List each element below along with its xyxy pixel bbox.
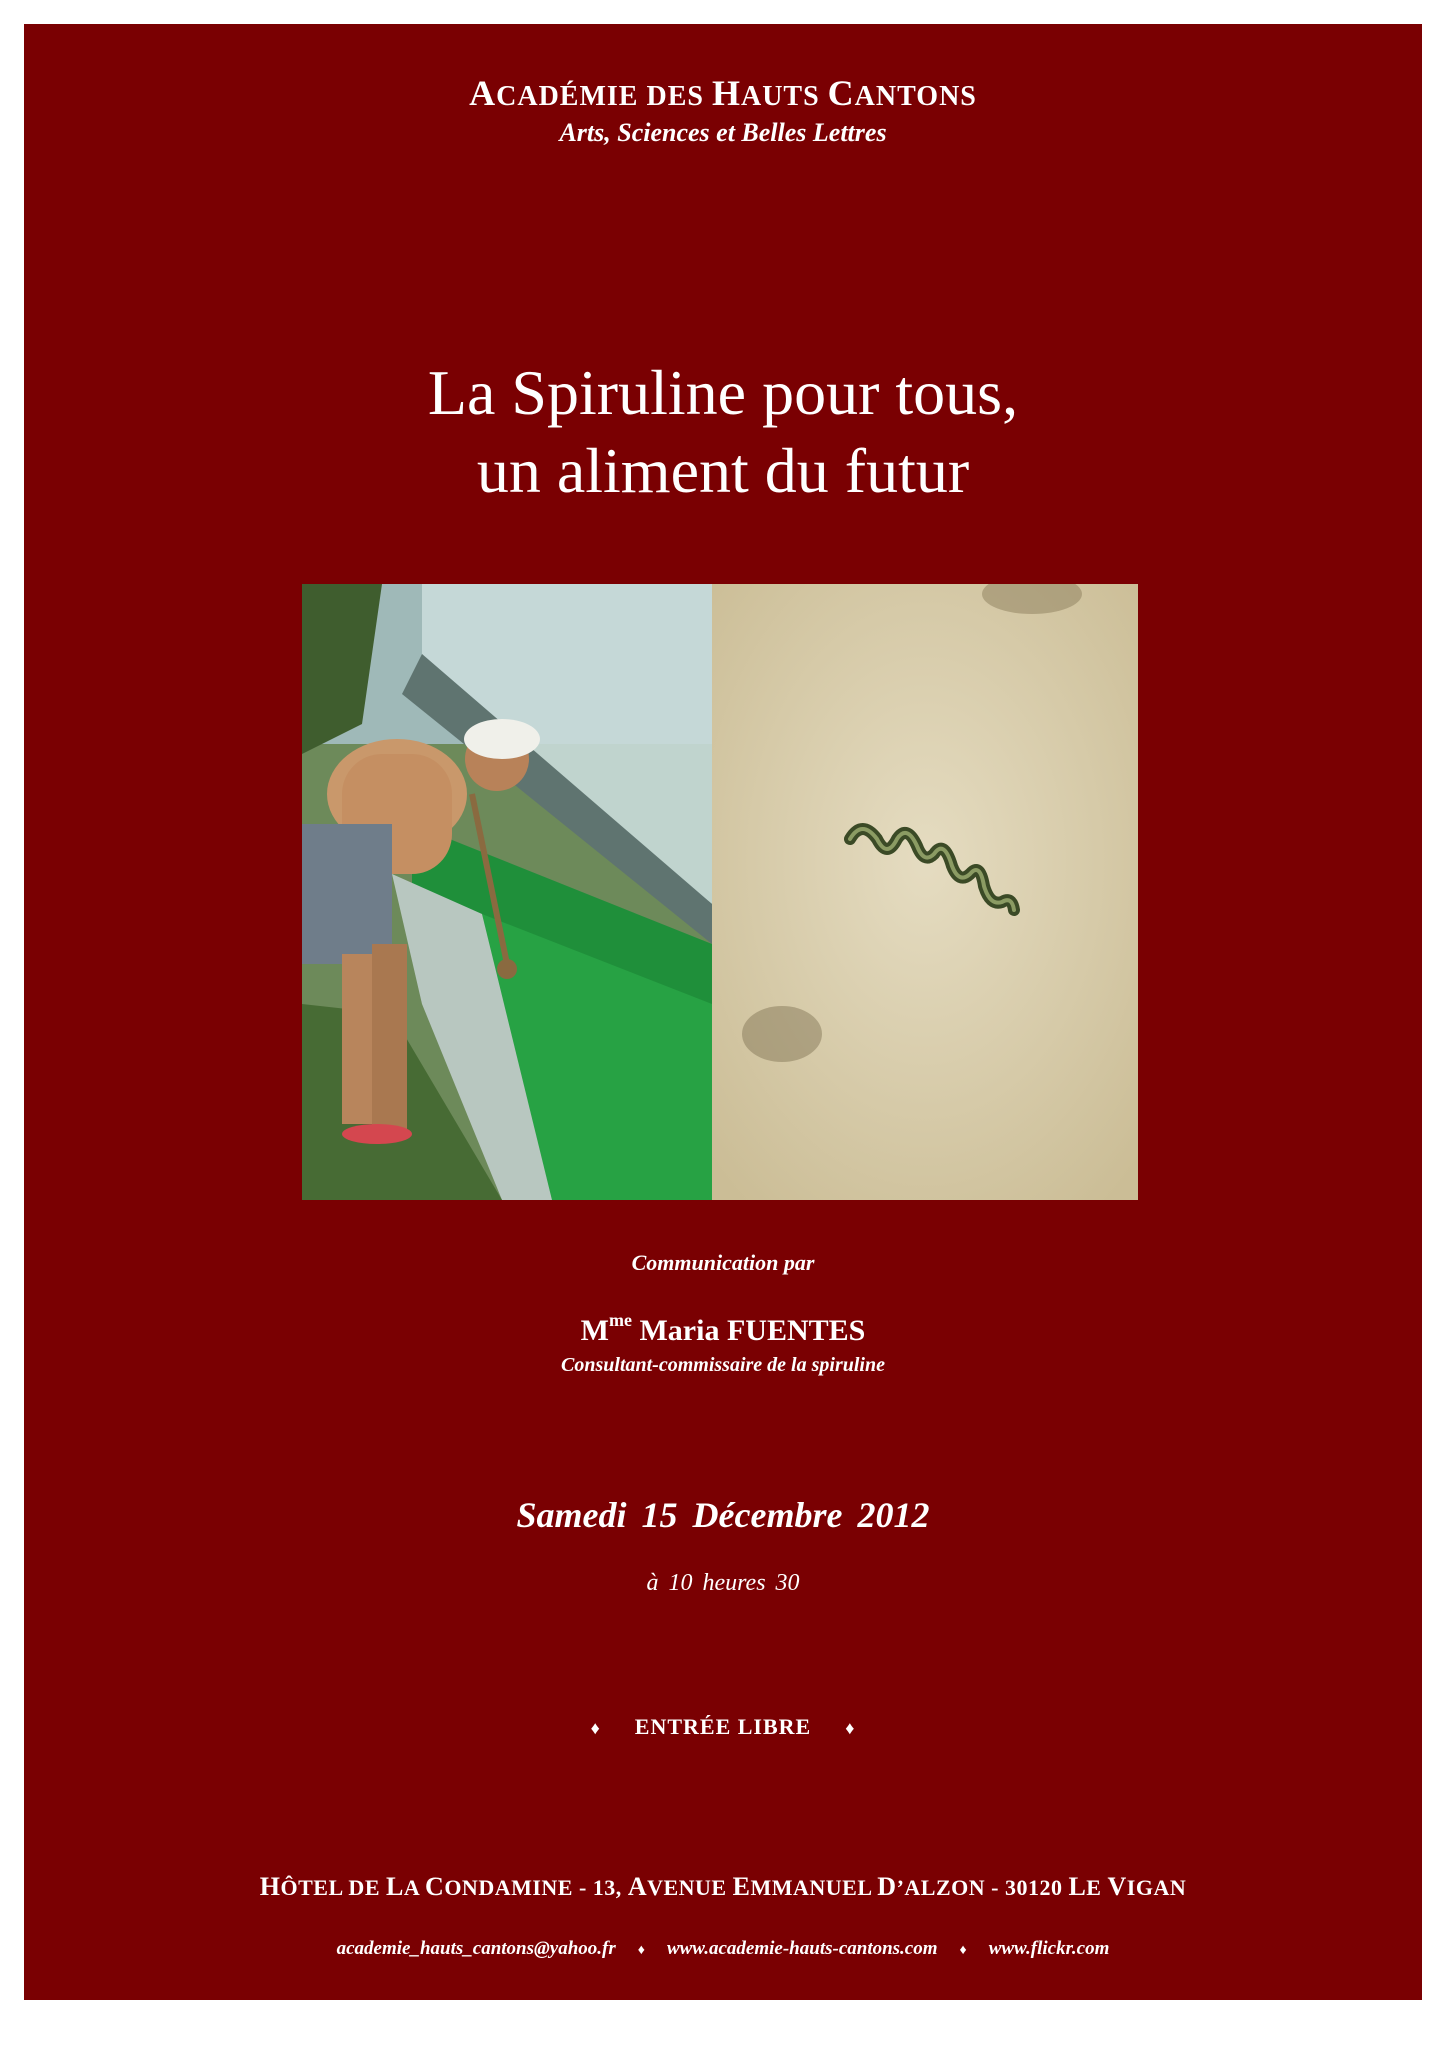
address-part: C xyxy=(425,1872,445,1901)
diamond-icon: ♦ xyxy=(590,1718,601,1738)
speaker-role: Consultant-commissaire de la spiruline xyxy=(561,1354,885,1376)
address-part: A xyxy=(403,1875,426,1900)
diamond-icon: ♦ xyxy=(845,1718,856,1738)
address-part: MMANUEL xyxy=(750,1875,878,1900)
speaker-prefix-sup: me xyxy=(609,1310,632,1330)
venue-address xyxy=(24,1872,1422,1902)
academy-name xyxy=(24,72,1422,114)
address-part: ÔTEL DE xyxy=(280,1875,386,1900)
event-title xyxy=(24,354,1422,510)
spirulina-basin-photo xyxy=(302,584,712,1200)
address-part: ONDAMINE - 13, xyxy=(444,1875,628,1900)
website-link[interactable]: www.academie-hauts-cantons.com xyxy=(666,1938,938,1959)
title-line-2: un aliment du futur xyxy=(476,435,970,506)
academy-name-part: A xyxy=(469,73,497,113)
email-link[interactable]: academie_hauts_cantons@yahoo.fr xyxy=(336,1938,616,1959)
photo-pair xyxy=(302,584,1138,1200)
event-time: à 10 heures 30 xyxy=(646,1570,800,1596)
basin-photo-drawing xyxy=(302,584,712,1200)
title-line-1: La Spiruline pour tous, xyxy=(427,357,1019,428)
academy-name-part: CADÉMIE DES xyxy=(496,81,712,112)
microscope-photo-drawing xyxy=(712,584,1138,1200)
academy-name-part: AUTS xyxy=(740,81,828,112)
speaker-name xyxy=(24,1310,1422,1348)
address-part: E xyxy=(732,1872,751,1901)
contact-line xyxy=(24,1938,1422,1960)
poster xyxy=(24,24,1422,2000)
spirulina-microscope-photo xyxy=(712,584,1138,1200)
address-part: ’ALZON - 30120 xyxy=(896,1875,1069,1900)
address-part: IGAN xyxy=(1126,1875,1187,1900)
academy-name-part: H xyxy=(711,73,741,113)
flickr-link[interactable]: www.flickr.com xyxy=(988,1938,1110,1959)
diamond-icon: ♦ xyxy=(637,1943,645,1958)
entry-free xyxy=(24,1714,1422,1740)
address-part: E xyxy=(1086,1875,1108,1900)
speaker-prefix: M xyxy=(580,1314,609,1347)
event-date: Samedi 15 Décembre 2012 xyxy=(516,1495,930,1535)
academy-name-part: ANTONS xyxy=(854,81,977,112)
entry-label: ENTRÉE LIBRE xyxy=(634,1714,812,1739)
address-part: L xyxy=(1068,1872,1087,1901)
academy-subtitle: Arts, Sciences et Belles Lettres xyxy=(559,118,887,147)
address-part: V xyxy=(1107,1872,1127,1901)
address-part: VENUE xyxy=(647,1875,733,1900)
speaker-fullname: Maria FUENTES xyxy=(631,1314,866,1347)
address-part: A xyxy=(627,1872,648,1901)
communication-label: Communication par xyxy=(631,1250,815,1275)
diamond-icon: ♦ xyxy=(959,1943,967,1958)
address-part: H xyxy=(259,1872,281,1901)
address-part: D xyxy=(877,1872,897,1901)
address-part: L xyxy=(386,1872,404,1901)
academy-name-part: C xyxy=(827,73,855,113)
